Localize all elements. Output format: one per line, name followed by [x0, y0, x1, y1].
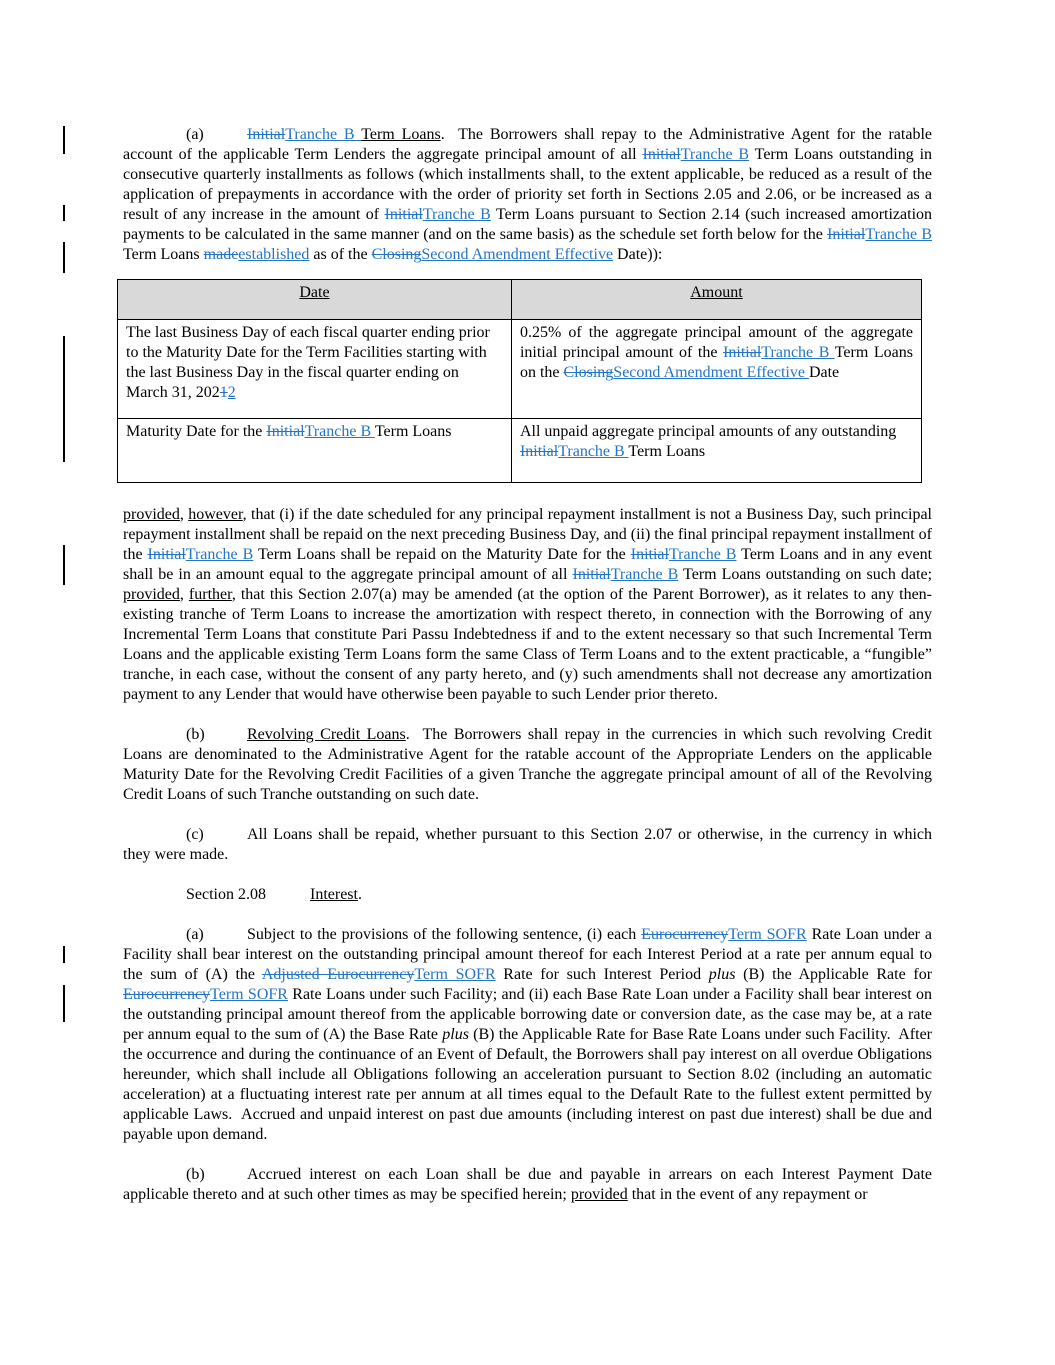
deleted-text: Closing	[371, 246, 422, 263]
text-run: . The Borrowers shall repay in the currencies in which such revolving Credit Loans are denominated to the Administrative Agent for the ratable account of the Appropriate Lenders on the applicable Maturity Date for the Revolving Credit Facilities of a given Tranche the aggregate principal amount of all of the Revolving Credit Loans of such Tranche outstanding on such date.	[123, 726, 932, 803]
inserted-text: Tranche B	[668, 546, 737, 563]
paragraph-label: (b)	[186, 1166, 205, 1183]
paragraph-text	[123, 126, 932, 263]
text-run: Accrued interest on each Loan shall be due and payable in arrears on each Interest Payment Date applicable thereto and at such other times as may be specified herein;	[123, 1166, 932, 1203]
table-header-row	[118, 280, 922, 320]
inserted-text: established	[238, 246, 310, 263]
change-bar	[63, 946, 65, 963]
text-run: Term Loans on the	[519, 344, 913, 381]
paragraph-2-07-c	[123, 825, 932, 865]
deleted-text: made	[203, 246, 239, 263]
text-run: further	[188, 586, 232, 603]
text-run: Term Loans shall be repaid on the Maturity Date for the	[253, 546, 631, 563]
deleted-text: Eurocurrency	[641, 926, 729, 943]
inserted-text: Tranche B	[422, 206, 491, 223]
change-bar	[63, 126, 65, 154]
paragraph-2-07-b	[123, 725, 932, 805]
text-run: ,	[179, 586, 189, 603]
text-run: Interest	[310, 886, 358, 903]
deleted-text: Initial	[147, 546, 186, 563]
text-run: provided	[123, 586, 180, 603]
text-run: (B) the Applicable Rate for Base Rate Loans under such Facility. After the occurrence and during the continuance of an Event of Default, the Borrowers shall pay interest on all overdue Obligations hereunder, which shall include all Obligations following an acceleration pursuant to Section 8.02 (including an automatic acceleration) at a fluctuating interest rate per annum at all times equal to the Default Rate to the fullest extent permitted by applicable Laws. Accrued and unpaid interest on past due amounts (including interest on past due interest) shall be due and payable upon demand.	[123, 1026, 933, 1143]
change-bar	[63, 242, 65, 273]
table-cell-date	[118, 419, 512, 483]
inserted-text: Term SOFR	[414, 966, 496, 983]
inserted-text: Tranche B	[285, 126, 362, 143]
inserted-text: Tranche B	[680, 146, 750, 163]
paragraph-text	[123, 506, 932, 703]
inserted-text: Tranche B	[558, 443, 629, 460]
inserted-text: Tranche B	[865, 226, 933, 243]
deleted-text: Initial	[247, 126, 286, 143]
text-run: Term Loans	[628, 443, 706, 460]
paragraph-label: (a)	[186, 126, 204, 143]
deleted-text: Initial	[723, 344, 762, 361]
deleted-text: Initial	[630, 546, 669, 563]
table-header-date	[118, 280, 512, 320]
paragraph-label: (c)	[186, 826, 204, 843]
table-header-amount	[511, 280, 921, 320]
change-bar	[63, 336, 65, 462]
text-run: Term Loans pursuant to Section 2.14 (such increased amortization payments to be calculated in the same manner (and on the same basis) as the schedule set forth below for the	[123, 206, 933, 243]
text-run: 0.25% of the aggregate principal amount of the aggregate initial principal amount of the	[519, 324, 913, 361]
text-run: that in the event of any repayment or	[627, 1186, 868, 1203]
deleted-text: Eurocurrency	[123, 986, 211, 1003]
text-run: . The Borrowers shall repay to the Administrative Agent for the ratable account of the applicable Term Lenders the aggregate principal amount of all	[123, 126, 932, 163]
deleted-text: Initial	[642, 146, 681, 163]
table-row	[118, 419, 922, 483]
text-run: , that this Section 2.07(a) may be amended (at the option of the Parent Borrower), as it relates to any then-existing tranche of Term Loans to increase the amortization with respect thereto, in connection with the Borrowing of any Incremental Term Loans that constitute Pari Passu Indebtedness if and to the extent necessary so that such Incremental Term Loans and the applicable existing Term Loans form the same Class of Term Loans and to the extent practicable, a “fungible” tranche, in each case, without the consent of any party hereto, and (y) such amendments shall not decrease any amortization payment to any Lender that would have otherwise been payable to such Lender prior thereto.	[123, 586, 932, 703]
text-run: Rate Loans under such Facility; and (ii) each Base Rate Loan under a Facility shall bear interest on the outstanding principal amount thereof from the applicable borrowing date or conversion date, as the case may be, at a rate per annum equal to the sum of (A) the Base Rate	[123, 986, 932, 1043]
text-run: provided	[570, 1186, 628, 1203]
text-run: Term Loans outstanding on such date;	[678, 566, 933, 583]
paragraph-2-07-a	[123, 125, 932, 265]
change-bar	[63, 545, 65, 585]
text-run: All Loans shall be repaid, whether pursuant to this Section 2.07 or otherwise, in the currency in which they were made.	[123, 826, 932, 863]
paragraph-2-08-b	[123, 1165, 932, 1205]
deleted-text: 1	[219, 384, 228, 401]
text-run: (B) the Applicable Rate for	[735, 966, 933, 983]
text-run: Maturity Date for the	[126, 423, 267, 440]
text-run: Date)):	[613, 246, 663, 263]
text-run: provided	[123, 506, 180, 523]
text-run: Term Loans and in any event shall be in an amount equal to the aggregate principal amount of all	[123, 546, 933, 583]
deleted-text: Initial	[384, 206, 423, 223]
paragraph-label: (a)	[186, 926, 204, 943]
table-cell-amount	[511, 419, 921, 483]
table-cell-amount	[511, 320, 921, 419]
text-run: Rate for such Interest Period	[495, 966, 709, 983]
section-number: Section 2.08	[186, 886, 266, 903]
text-run: The last Business Day of each fiscal quarter ending prior to the Maturity Date for the Term Facilities starting with the last Business Day in the fiscal quarter ending on March 31, 202	[126, 324, 490, 401]
text-run: plus	[708, 966, 736, 983]
text-run: Term Loans	[361, 126, 441, 143]
deleted-text: Initial	[266, 423, 305, 440]
text-run: however	[188, 506, 243, 523]
deleted-text: Initial	[827, 226, 866, 243]
inserted-text: Tranche B	[761, 344, 835, 361]
deleted-text: Closing	[563, 364, 614, 381]
text-run: Revolving Credit Loans	[247, 726, 406, 743]
paragraph-text	[123, 926, 932, 1143]
inserted-text: Term SOFR	[210, 986, 288, 1003]
inserted-text: 2	[227, 384, 236, 401]
inserted-text: Tranche B	[185, 546, 254, 563]
text-run: Amount	[690, 284, 743, 301]
text-run: as of the	[309, 246, 372, 263]
text-run: Rate Loan under a Facility shall bear interest on the outstanding principal amount thereof for each Interest Period at a rate per annum equal to the sum of (A) the	[123, 926, 932, 983]
text-run: .	[357, 886, 362, 903]
table-row	[118, 320, 922, 419]
text-run: plus	[442, 1026, 469, 1043]
text-run: Subject to the provisions of the following sentence, (i) each	[247, 926, 642, 943]
text-run: Date	[299, 284, 330, 301]
text-run: All unpaid aggregate principal amounts of any outstanding	[519, 423, 897, 440]
paragraph-label: (b)	[186, 726, 205, 743]
paragraph-2-08-a	[123, 925, 932, 1145]
text-run: Term Loans outstanding in consecutive quarterly installments as follows (which installments shall, to the extent applicable, be reduced as a result of the application of prepayments in accordance with the order of priority set forth in Sections 2.05 and 2.06, or be increased as a result of any increase in the amount of	[123, 146, 933, 223]
text-run: , that (i) if the date scheduled for any principal repayment installment is not a Business Day, such principal repayment installment shall be repaid on the next preceding Business Day, and (ii) the final principal repayment installment of the	[123, 506, 933, 563]
deleted-text: Initial	[572, 566, 611, 583]
section-heading-2-08	[123, 885, 932, 905]
deleted-text: Adjusted Eurocurrency	[261, 966, 415, 983]
paragraph-proviso	[123, 505, 932, 705]
inserted-text: Tranche B	[610, 566, 679, 583]
text-run: Term Loans	[374, 423, 452, 440]
text-run: ,	[179, 506, 189, 523]
inserted-text: Second Amendment Effective	[421, 246, 614, 263]
inserted-text: Tranche B	[304, 423, 375, 440]
section-title	[310, 886, 362, 903]
table-cell-date	[118, 320, 512, 419]
change-bar	[63, 205, 65, 221]
text-run: Term Loans	[123, 246, 204, 263]
change-bar	[63, 985, 65, 1022]
document-content	[123, 0, 932, 1205]
amortization-table	[117, 279, 922, 483]
inserted-text: Second Amendment Effective	[613, 364, 809, 381]
deleted-text: Initial	[519, 443, 559, 460]
text-run: Date	[808, 364, 840, 381]
inserted-text: Term SOFR	[728, 926, 807, 943]
